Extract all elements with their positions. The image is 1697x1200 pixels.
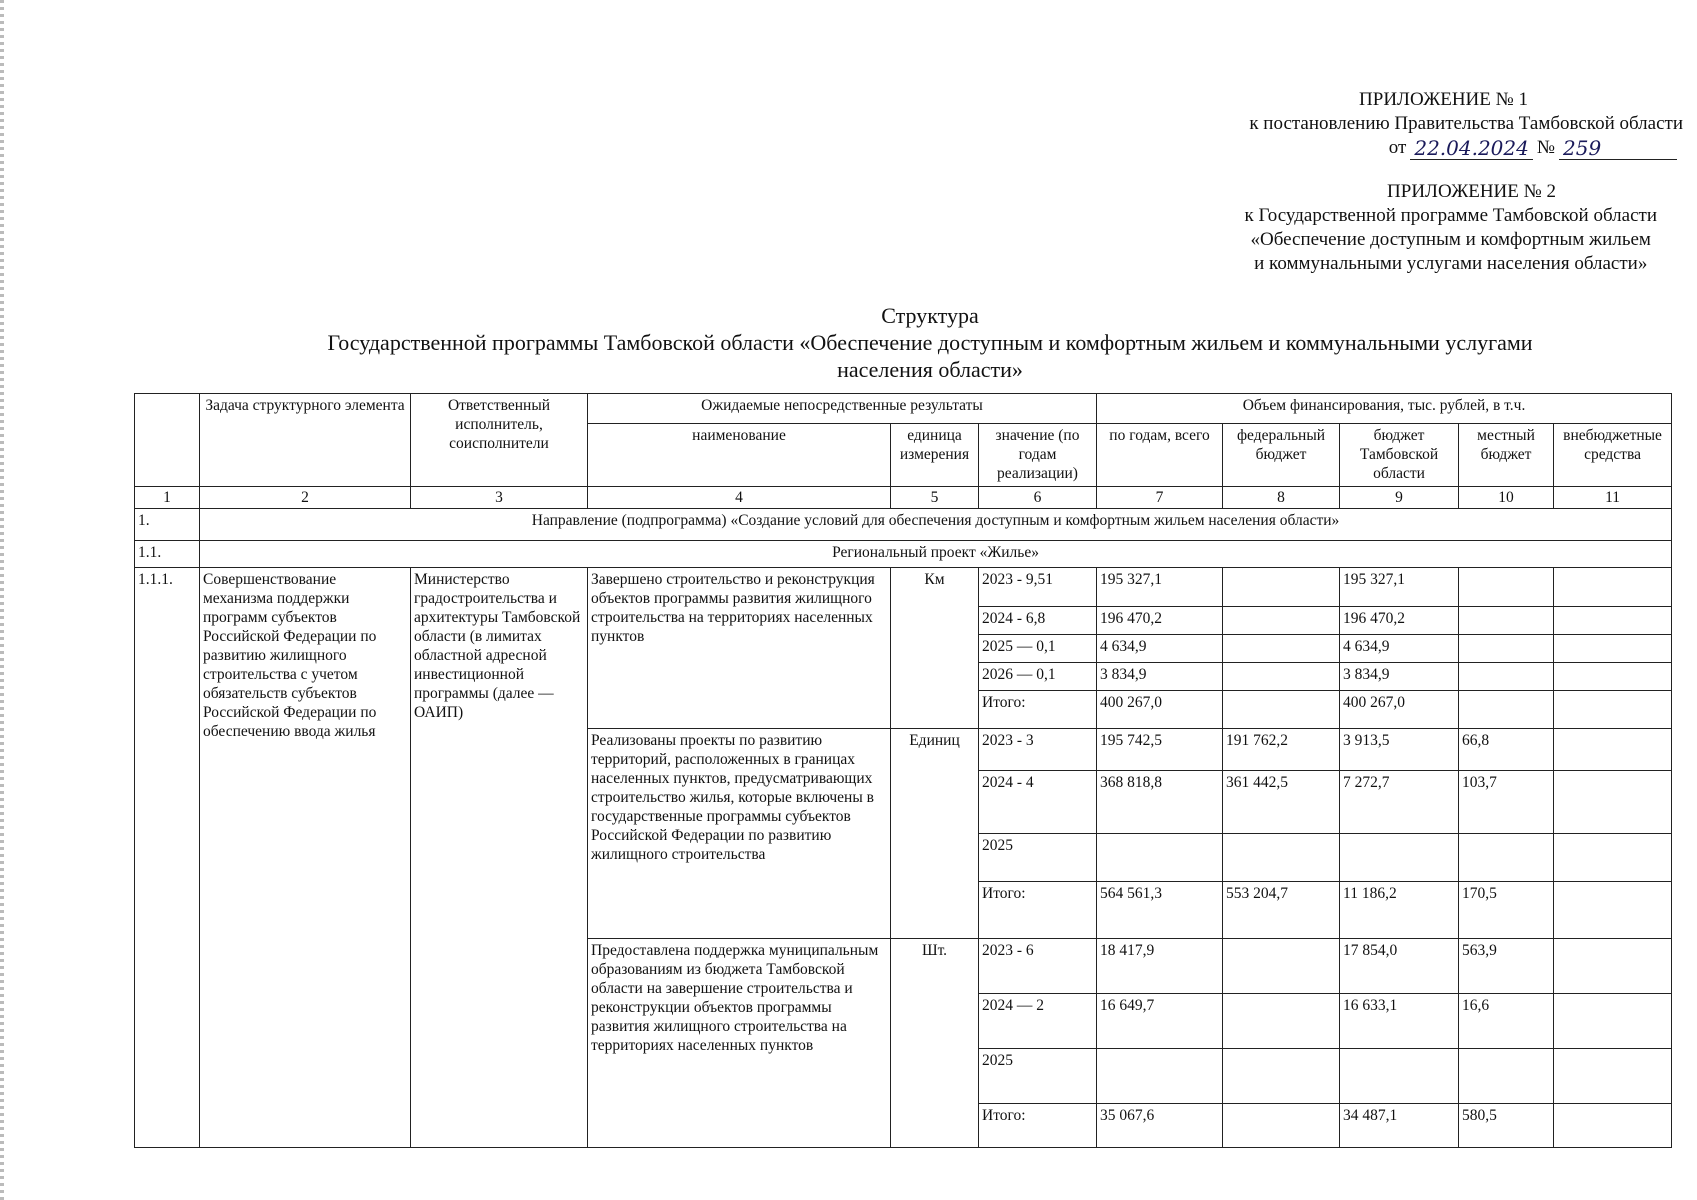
total-cell: 4 634,9 <box>1097 635 1223 663</box>
extra-cell <box>1554 1104 1672 1148</box>
header-federal: федеральный бюджет <box>1223 424 1340 487</box>
column-number: 4 <box>588 487 891 509</box>
extra-cell <box>1554 607 1672 635</box>
column-number: 1 <box>135 487 200 509</box>
result-name: Предоставлена поддержка муниципальным образованиям из бюджета Тамбовской области на завершение строительства и реконструкции объектов программы развития жилищного строительства на территориях населенных пунктов <box>588 939 891 1148</box>
column-number: 2 <box>200 487 411 509</box>
regional-cell: 4 634,9 <box>1340 635 1459 663</box>
federal-cell: 191 762,2 <box>1223 729 1340 771</box>
extra-cell <box>1554 771 1672 834</box>
local-cell <box>1459 635 1554 663</box>
result-unit: Км <box>891 568 979 729</box>
regional-cell: 34 487,1 <box>1340 1104 1459 1148</box>
title-structure: Структура <box>881 303 979 328</box>
direction-number: 1. <box>135 509 200 541</box>
title-program-line-2: населения области» <box>837 357 1023 382</box>
column-number: 7 <box>1097 487 1223 509</box>
program-structure-table <box>134 393 1672 1148</box>
value-cell: Итого: <box>979 691 1097 729</box>
local-cell <box>1459 663 1554 691</box>
total-cell <box>1097 834 1223 882</box>
regional-cell <box>1340 834 1459 882</box>
federal-cell <box>1223 1049 1340 1104</box>
local-cell: 16,6 <box>1459 994 1554 1049</box>
total-cell: 16 649,7 <box>1097 994 1223 1049</box>
value-cell: Итого: <box>979 1104 1097 1148</box>
result-unit: Шт. <box>891 939 979 1148</box>
project-label: Региональный проект «Жилье» <box>200 541 1672 568</box>
federal-cell <box>1223 939 1340 994</box>
federal-cell <box>1223 834 1340 882</box>
federal-cell <box>1223 994 1340 1049</box>
header-by-years: по годам, всего <box>1097 424 1223 487</box>
regional-cell: 7 272,7 <box>1340 771 1459 834</box>
extra-cell <box>1554 882 1672 939</box>
federal-cell <box>1223 691 1340 729</box>
regional-cell: 3 913,5 <box>1340 729 1459 771</box>
header-executor: Ответственный исполнитель, соисполнители <box>411 394 588 487</box>
header-local: местный бюджет <box>1459 424 1554 487</box>
column-number: 5 <box>891 487 979 509</box>
total-cell: 400 267,0 <box>1097 691 1223 729</box>
local-cell <box>1459 607 1554 635</box>
direction-label: Направление (подпрограмма) «Создание условий для обеспечения доступным и комфортным жильем населения области» <box>200 509 1672 541</box>
header-name: наименование <box>588 424 891 487</box>
federal-cell: 553 204,7 <box>1223 882 1340 939</box>
column-number: 8 <box>1223 487 1340 509</box>
federal-cell <box>1223 607 1340 635</box>
value-cell: 2026 — 0,1 <box>979 663 1097 691</box>
regional-cell: 3 834,9 <box>1340 663 1459 691</box>
header-extra: внебюджетные средства <box>1554 424 1672 487</box>
header-funding: Объем финансирования, тыс. рублей, в т.ч. <box>1097 394 1672 424</box>
value-cell: 2024 — 2 <box>979 994 1097 1049</box>
local-cell: 563,9 <box>1459 939 1554 994</box>
value-cell: Итого: <box>979 882 1097 939</box>
handwritten-number: 259 <box>1559 137 1677 160</box>
appendix-2-title: ПРИЛОЖЕНИЕ № 2 <box>1387 181 1556 202</box>
regional-cell: 195 327,1 <box>1340 568 1459 607</box>
federal-cell <box>1223 635 1340 663</box>
header-task: Задача структурного элемента <box>200 394 411 487</box>
total-cell: 3 834,9 <box>1097 663 1223 691</box>
column-number: 3 <box>411 487 588 509</box>
regional-cell: 400 267,0 <box>1340 691 1459 729</box>
direction-row <box>135 509 1672 541</box>
regional-cell: 196 470,2 <box>1340 607 1459 635</box>
header-regional: бюджет Тамбовской области <box>1340 424 1459 487</box>
regional-cell: 16 633,1 <box>1340 994 1459 1049</box>
total-cell <box>1097 1049 1223 1104</box>
column-number-row <box>135 487 1672 509</box>
table-row <box>135 568 1672 607</box>
regional-cell: 11 186,2 <box>1340 882 1459 939</box>
local-cell <box>1459 691 1554 729</box>
appendix-1-header <box>1249 88 1683 160</box>
result-name: Реализованы проекты по развитию территорий, расположенных в границах населенных пунктов, предусматривающих строительство жилья, которые включены в государственные программы субъектов Российской Федерации по развитию жилищного строительства <box>588 729 891 939</box>
appendix-2-program-name-2: и коммунальными услугами населения области» <box>1254 253 1648 274</box>
result-unit: Единиц <box>891 729 979 939</box>
from-label: от <box>1388 137 1407 158</box>
appendix-2-program-name-1: «Обеспечение доступным и комфортным жильем <box>1250 229 1651 250</box>
total-cell: 35 067,6 <box>1097 1104 1223 1148</box>
result-name: Завершено строительство и реконструкция объектов программы развития жилищного строительства на территориях населенных пунктов <box>588 568 891 729</box>
extra-cell <box>1554 994 1672 1049</box>
local-cell <box>1459 1049 1554 1104</box>
federal-cell: 361 442,5 <box>1223 771 1340 834</box>
extra-cell <box>1554 1049 1672 1104</box>
item-executor: Министерство градостроительства и архитектуры Тамбовской области (в лимитах областной адресной инвестиционной программы (далее — ОАИП) <box>411 568 588 1148</box>
total-cell: 196 470,2 <box>1097 607 1223 635</box>
appendix-2-header <box>1244 180 1657 276</box>
extra-cell <box>1554 691 1672 729</box>
item-number: 1.1.1. <box>135 568 200 1148</box>
value-cell: 2024 - 4 <box>979 771 1097 834</box>
item-task: Совершенствование механизма поддержки программ субъектов Российской Федерации по развитию жилищного строительства с учетом обязательств субъектов Российской Федерации по обеспечению ввода жилья <box>200 568 411 1148</box>
column-number: 11 <box>1554 487 1672 509</box>
handwritten-date: 22.04.2024 <box>1410 137 1533 160</box>
header-unit: единица измерения <box>891 424 979 487</box>
column-number: 10 <box>1459 487 1554 509</box>
value-cell: 2025 <box>979 834 1097 882</box>
appendix-2-program: к Государственной программе Тамбовской области <box>1244 205 1657 226</box>
federal-cell <box>1223 663 1340 691</box>
local-cell: 170,5 <box>1459 882 1554 939</box>
extra-cell <box>1554 729 1672 771</box>
column-number: 6 <box>979 487 1097 509</box>
extra-cell <box>1554 568 1672 607</box>
header-blank <box>135 394 200 487</box>
regional-cell: 17 854,0 <box>1340 939 1459 994</box>
extra-cell <box>1554 939 1672 994</box>
header-results: Ожидаемые непосредственные результаты <box>588 394 1097 424</box>
value-cell: 2025 <box>979 1049 1097 1104</box>
value-cell: 2023 - 9,51 <box>979 568 1097 607</box>
local-cell: 66,8 <box>1459 729 1554 771</box>
number-label: № <box>1536 137 1555 158</box>
extra-cell <box>1554 834 1672 882</box>
value-cell: 2024 - 6,8 <box>979 607 1097 635</box>
local-cell: 580,5 <box>1459 1104 1554 1148</box>
regional-cell <box>1340 1049 1459 1104</box>
local-cell: 103,7 <box>1459 771 1554 834</box>
total-cell: 195 742,5 <box>1097 729 1223 771</box>
federal-cell <box>1223 1104 1340 1148</box>
extra-cell <box>1554 635 1672 663</box>
local-cell <box>1459 834 1554 882</box>
header-value: значение (по годам реализации) <box>979 424 1097 487</box>
appendix-1-date-number <box>1389 136 1677 160</box>
total-cell: 564 561,3 <box>1097 882 1223 939</box>
value-cell: 2023 - 6 <box>979 939 1097 994</box>
project-row <box>135 541 1672 568</box>
federal-cell <box>1223 568 1340 607</box>
scan-edge-strip <box>0 0 4 1200</box>
extra-cell <box>1554 663 1672 691</box>
value-cell: 2025 — 0,1 <box>979 635 1097 663</box>
total-cell: 18 417,9 <box>1097 939 1223 994</box>
total-cell: 368 818,8 <box>1097 771 1223 834</box>
appendix-1-resolution: к постановлению Правительства Тамбовской области <box>1249 113 1683 134</box>
appendix-1-title: ПРИЛОЖЕНИЕ № 1 <box>1359 89 1528 110</box>
title-program-line-1: Государственной программы Тамбовской области «Обеспечение доступным и комфортным жильем и коммунальными услугами <box>327 330 1533 355</box>
value-cell: 2023 - 3 <box>979 729 1097 771</box>
local-cell <box>1459 568 1554 607</box>
total-cell: 195 327,1 <box>1097 568 1223 607</box>
document-title <box>190 302 1670 383</box>
column-number: 9 <box>1340 487 1459 509</box>
project-number: 1.1. <box>135 541 200 568</box>
